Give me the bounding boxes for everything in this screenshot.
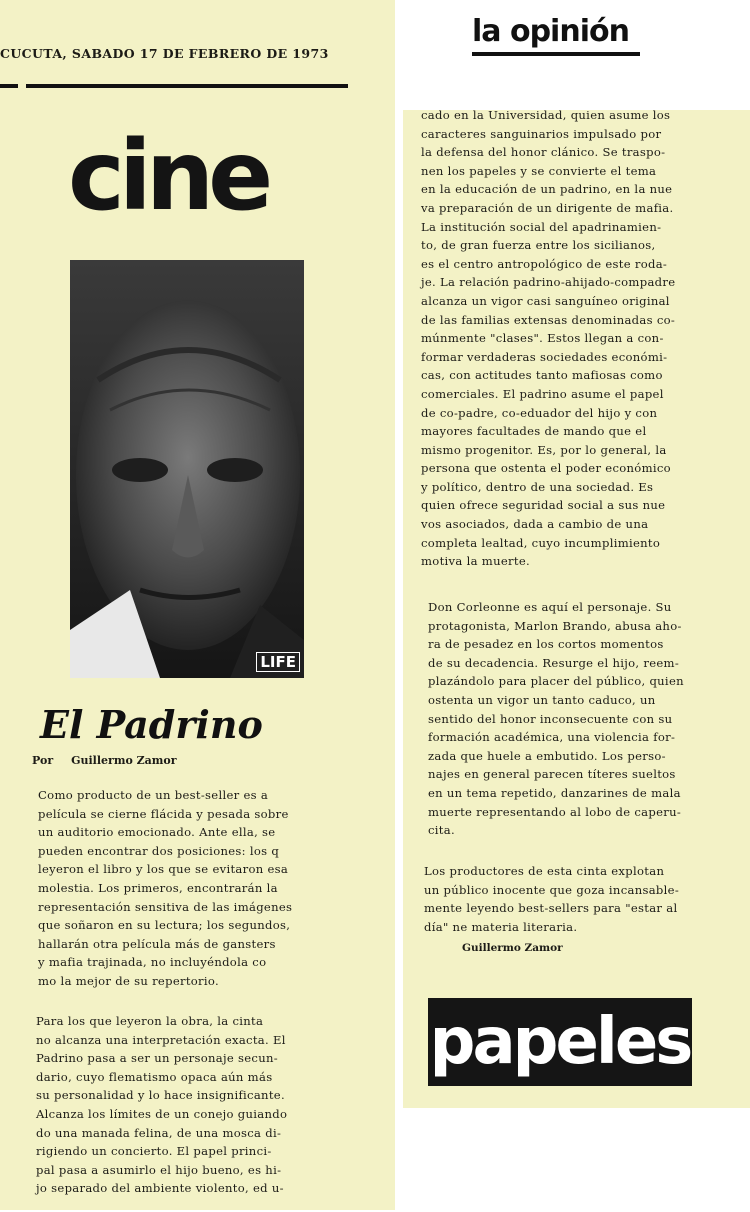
paragraph-left-1 <box>38 786 292 991</box>
text-line: cas, con actitudes tanto mafiosas como <box>421 368 663 383</box>
text-line: do una manada felina, de una mosca di- <box>36 1125 282 1140</box>
text-line: formación académica, una violencia for- <box>428 730 676 745</box>
byline-prefix: Por <box>32 754 54 767</box>
text-line: no alcanza una interpretación exacta. El <box>36 1032 286 1047</box>
text-line: en un tema repetido, danzarines de mala <box>428 785 681 800</box>
text-line: mente leyendo best-sellers para "estar al <box>424 901 678 916</box>
logo-underline <box>472 52 640 56</box>
portrait-photo <box>70 260 304 678</box>
text-line: to, de gran fuerza entre los sicilianos, <box>421 238 656 253</box>
text-line: Alcanza los límites de un conejo guiando <box>36 1106 288 1121</box>
text-line: cita. <box>428 823 455 838</box>
text-line: un público inocente que goza incansable- <box>424 882 680 897</box>
text-line: molestia. Los primeros, encontrarán la <box>38 880 278 895</box>
text-line: de co-padre, co-eduador del hijo y con <box>421 405 658 420</box>
text-line: y político, dentro de una sociedad. Es <box>421 479 654 494</box>
text-line: su personalidad y lo hace insignificante. <box>36 1088 285 1103</box>
article-title: El Padrino <box>40 702 263 747</box>
text-line: y mafia trajinada, no incluyéndola co <box>38 955 267 970</box>
text-line: persona que ostenta el poder económico <box>421 461 671 476</box>
text-line: rigiendo un concierto. El papel princi- <box>36 1144 272 1159</box>
paragraph-left-2 <box>36 1012 287 1198</box>
portrait-illustration <box>70 260 304 678</box>
text-line: La institución social del apadrinamien- <box>421 219 662 234</box>
text-line: día" ne materia literaria. <box>424 919 578 934</box>
text-line: Para los que leyeron la obra, la cinta <box>36 1014 264 1028</box>
life-badge: LIFE <box>256 652 300 672</box>
text-line: hallarán otra película más de gansters <box>38 936 276 951</box>
text-line: de su decadencia. Resurge el hijo, reem- <box>428 655 680 670</box>
text-line: dario, cuyo flematismo opaca aún más <box>36 1069 273 1084</box>
text-line: en la educación de un padrino, en la nue <box>421 182 673 197</box>
text-line: es el centro antropológico de este roda- <box>421 256 668 271</box>
papeles-logo: papeles <box>428 998 692 1086</box>
text-line: Los productores de esta cinta explotan <box>424 864 665 878</box>
text-line: mayores facultades de mando que el <box>421 424 647 439</box>
text-line: película se cierne flácida y pesada sobre <box>38 806 289 821</box>
text-line: un auditorio emocionado. Ante ella, se <box>38 825 276 840</box>
section-heading: cine <box>68 120 268 232</box>
text-line: va preparación de un dirigente de mafia. <box>421 200 674 215</box>
text-line: completa lealtad, cuyo incumplimiento <box>421 535 661 550</box>
paragraph-right-2 <box>428 598 684 840</box>
text-line: pueden encontrar dos posiciones: los q <box>38 843 280 858</box>
text-line: vos asociados, dada a cambio de una <box>421 517 649 532</box>
text-line: caracteres sanguinarios impulsado por <box>421 126 662 141</box>
text-line: nen los papeles y se convierte el tema <box>421 163 657 178</box>
text-line: múnmente "clases". Estos llegan a con- <box>421 331 664 346</box>
text-line: Como producto de un best-seller es a <box>38 788 269 802</box>
author-signature: Guillermo Zamor <box>462 942 563 954</box>
text-line: de las familias extensas denominadas co- <box>421 312 676 327</box>
text-line: plazándolo para placer del público, quien <box>428 674 684 689</box>
text-line: jo separado del ambiente violento, ed u- <box>36 1181 284 1196</box>
text-line: la defensa del honor clánico. Se traspo- <box>421 145 666 160</box>
text-line: sentido del honor inconsecuente con su <box>428 711 673 726</box>
text-line: formar verdaderas sociedades económi- <box>421 349 668 364</box>
text-line: je. La relación padrino-ahijado-compadre <box>421 275 676 290</box>
text-line: motiva la muerte. <box>421 554 530 569</box>
text-line: najes en general parecen títeres sueltos <box>428 767 676 782</box>
text-line: quien ofrece seguridad social a sus nue <box>421 498 666 513</box>
paragraph-right-3 <box>424 862 679 936</box>
text-line: cado en la Universidad, quien asume los <box>421 108 671 122</box>
paragraph-right-1 <box>421 106 675 571</box>
text-line: Don Corleonne es aquí el personaje. Su <box>428 600 672 614</box>
dateline: CUCUTA, SABADO 17 DE FEBRERO DE 1973 <box>0 46 329 61</box>
text-line: alcanza un vigor casi sanguíneo original <box>421 293 670 308</box>
text-line: zada que huele a embutido. Los perso- <box>428 748 666 763</box>
text-line: que soñaron en su lectura; los segundos, <box>38 918 291 933</box>
newspaper-logo: la opinión <box>472 14 629 49</box>
text-line: mismo progenitor. Es, por lo general, la <box>421 442 667 457</box>
text-line: ostenta un vigor un tanto caduco, un <box>428 692 656 707</box>
text-line: pal pasa a asumirlo el hijo bueno, es hi- <box>36 1162 282 1177</box>
text-line: leyeron el libro y los que se evitaron esa <box>38 862 289 877</box>
header-rule <box>26 84 348 88</box>
byline <box>32 754 177 767</box>
text-line: comerciales. El padrino asume el papel <box>421 386 664 401</box>
byline-author: Guillermo Zamor <box>71 754 177 767</box>
header-rule <box>0 84 18 88</box>
text-line: protagonista, Marlon Brando, abusa aho- <box>428 618 682 633</box>
text-line: representación sensitiva de las imágenes <box>38 899 293 914</box>
text-line: Padrino pasa a ser un personaje secun- <box>36 1051 278 1066</box>
text-line: ra de pesadez en los cortos momentos <box>428 637 664 652</box>
text-line: mo la mejor de su repertorio. <box>38 973 219 988</box>
text-line: muerte representando al lobo de caperu- <box>428 804 682 819</box>
